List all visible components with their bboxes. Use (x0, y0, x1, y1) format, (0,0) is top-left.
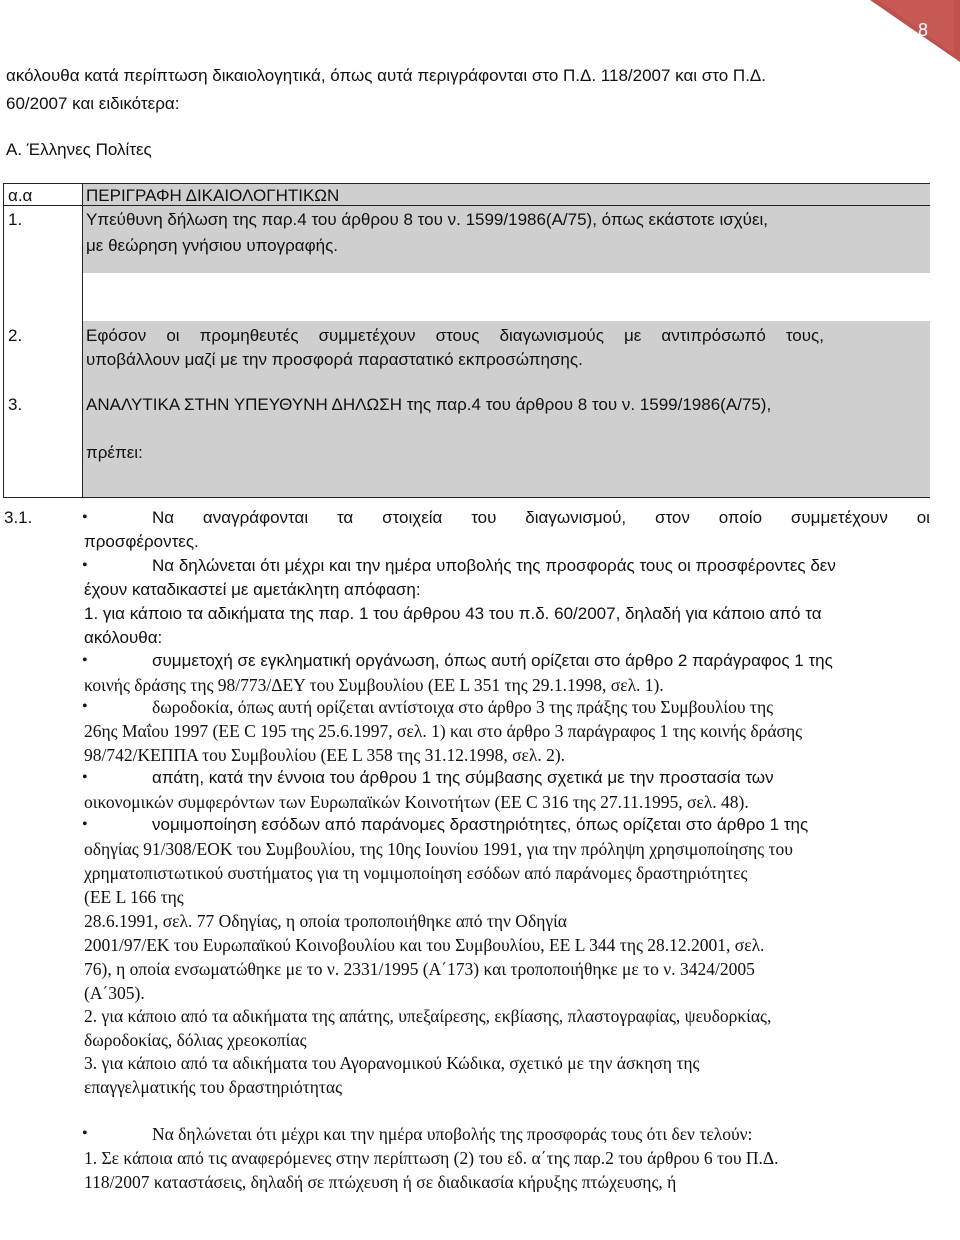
table-header-number: α.α (8, 186, 33, 205)
subitem-4-line-5: 28.6.1991, σελ. 77 Οδηγίας, η οποία τροποποιήθηκε από την Οδηγία (84, 911, 567, 931)
bullet-2-line-2: έχουν καταδικαστεί με αμετάκλητη απόφαση: (84, 580, 421, 599)
subitem-1-line-2: κοινής δράσης της 98/773/ΔΕΥ του Συμβουλίου (ΕΕ L 351 της 29.1.1998, σελ. 1). (84, 675, 664, 695)
bullet-1-line-1: Να αναγράφονται τα στοιχεία του διαγωνισμού, στον οποίο συμμετέχουν οι (152, 508, 930, 527)
subitem-2-line-1: δωροδοκία, όπως αυτή ορίζεται αντίστοιχα στο άρθρο 3 της πράξης του Συμβουλίου της (152, 697, 774, 717)
table-header-description: ΠΕΡΙΓΡΑΦΗ ΔΙΚΑΙΟΛΟΓΗΤΙΚΩΝ (86, 186, 340, 205)
subitem-4-line-8: (Α΄305). (84, 983, 145, 1003)
subitem-2-line-2: 26ης Μαΐου 1997 (ΕΕ C 195 της 25.6.1997, σελ. 1) και στο άρθρο 3 παράγραφος 1 της κοινής δράσης (84, 721, 803, 741)
subitem-4-line-6: 2001/97/ΕΚ του Ευρωπαϊκού Κοινοβουλίου και του Συμβουλίου, ΕΕ L 344 της 28.12.2001, σελ. (84, 935, 765, 955)
bullet-2-line-1: Να δηλώνεται ότι μέχρι και την ημέρα υποβολής της προσφοράς τους οι προσφέροντες δεν (152, 556, 836, 575)
bullet: • (82, 698, 88, 715)
bullet-1-line-2: προσφέροντες. (84, 532, 199, 551)
bullet: • (82, 816, 88, 833)
section-title: Α. Έλληνες Πολίτες (6, 140, 152, 159)
row-1-text-line-2: με θεώρηση γνήσιου υπογραφής. (86, 236, 339, 255)
row-3-number: 3. (8, 395, 23, 414)
subitem-4-line-3: χρηματοπιστωτικού συστήματος για τη νομιμοποίηση εσόδων από παράνομες δραστηριότητες (84, 863, 748, 883)
row-1-number: 1. (8, 210, 23, 229)
bullet: • (82, 1125, 88, 1142)
bullet: • (82, 557, 88, 574)
table-blank-area (82, 273, 930, 321)
item-3-line-1: 3. για κάποιο από τα αδικήματα του Αγορανομικού Κώδικα, σχετικό με την άσκηση της (84, 1053, 700, 1073)
table-column-divider (82, 184, 83, 497)
bullet: • (82, 509, 88, 526)
row-3-text-line-1: ΑΝΑΛΥΤΙΚΑ ΣΤΗΝ ΥΠΕΥΘΥΝΗ ΔΗΛΩΣΗ της παρ.4 του άρθρου 8 του ν. 1599/1986(Α/75), (86, 395, 772, 414)
row-2-number: 2. (8, 326, 23, 345)
row-1-text-line-1: Υπεύθυνη δήλωση της παρ.4 του άρθρου 8 του ν. 1599/1986(Α/75), όπως εκάστοτε ισχύει, (86, 210, 769, 229)
row-2-text-line-1: Εφόσον οι προμηθευτές συμμετέχουν στους διαγωνισμούς με αντιπρόσωπό τους, (86, 326, 824, 345)
bullet: • (82, 652, 88, 669)
subitem-2-line-3: 98/742/ΚΕΠΠΑ του Συμβουλίου (ΕΕ L 358 της 31.12.1998, σελ. 2). (84, 745, 566, 765)
intro-line-2: 60/2007 και ειδικότερα: (6, 94, 180, 113)
item-1-line-2: ακόλουθα: (84, 628, 163, 647)
subsection-1-line-2: 118/2007 καταστάσεις, δηλαδή σε πτώχευση ή σε διαδικασία κήρυξης πτώχευσης, ή (84, 1172, 677, 1192)
row-3-text-line-2: πρέπει: (86, 443, 143, 462)
documents-table (3, 183, 930, 498)
row-2-text-line-2: υποβάλλουν μαζί με την προσφορά παραστατικό εκπροσώπησης. (86, 350, 583, 369)
subitem-4-line-7: 76), η οποία ενσωματώθηκε με το ν. 2331/1995 (Α΄173) και τροποποιήθηκε με το ν. 3424/2005 (84, 959, 755, 979)
item-2-line-1: 2. για κάποιο από τα αδικήματα της απάτης, υπεξαίρεσης, εκβίασης, πλαστογραφίας, ψευδορκίας, (84, 1006, 772, 1026)
section-3-1-number: 3.1. (4, 508, 33, 527)
subitem-4-line-2: οδηγίας 91/308/ΕΟΚ του Συμβουλίου, της 10ης Ιουνίου 1991, για την πρόληψη χρησιμοποίησης του (84, 839, 793, 859)
subitem-1-line-1: συμμετοχή σε εγκληματική οργάνωση, όπως αυτή ορίζεται στο άρθρο 2 παράγραφος 1 της (152, 651, 833, 670)
bullet: • (82, 769, 88, 786)
subitem-4-line-4: (ΕΕ L 166 της (84, 887, 184, 907)
subsection-1-line-1: 1. Σε κάποια από τις αναφερόμενες στην περίπτωση (2) του εδ. α΄της παρ.2 του άρθρου 6 του Π.Δ. (84, 1148, 779, 1168)
page-number: 8 (917, 20, 928, 40)
subitem-3-line-1: απάτη, κατά την έννοια του άρθρου 1 της σύμβασης σχετικά με την προστασία των (152, 768, 774, 787)
subitem-4-line-1: νομιμοποίηση εσόδων από παράνομες δραστηριότητες, όπως ορίζεται στο άρθρο 1 της (152, 815, 809, 834)
item-1-line-1: 1. για κάποιο τα αδικήματα της παρ. 1 του άρθρου 43 του π.δ. 60/2007, δηλαδή για κάποιο από τα (84, 604, 822, 623)
subitem-3-line-2: οικονομικών συμφερόντων των Ευρωπαϊκών Κοινοτήτων (ΕΕ C 316 της 27.11.1995, σελ. 48). (84, 792, 749, 812)
item-2-line-2: δωροδοκίας, δόλιας χρεοκοπίας (84, 1030, 307, 1050)
item-3-line-2: επαγγελματικής του δραστηριότητας (84, 1077, 343, 1097)
intro-line-1: ακόλουθα κατά περίπτωση δικαιολογητικά, όπως αυτά περιγράφονται στο Π.Δ. 118/2007 και στο Π.Δ. (6, 66, 767, 85)
bullet-3-line-1: Να δηλώνεται ότι μέχρι και την ημέρα υποβολής της προσφοράς τους ότι δεν τελούν: (152, 1124, 753, 1144)
